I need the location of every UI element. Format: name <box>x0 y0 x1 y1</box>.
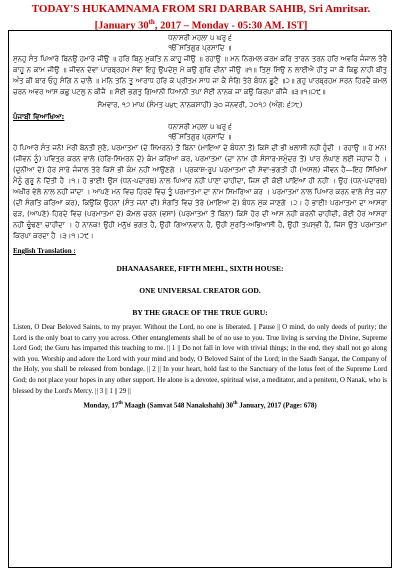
date-line-text: [January 30 <box>94 20 149 32</box>
english-creator: ONE UNIVERSAL CREATOR GOD. <box>139 286 261 295</box>
gurmukhi-mool-mantar: ੴ ਸਤਿਗੁਰ ਪ੍ਰਸਾਦਿ ॥ <box>168 44 232 52</box>
english-grace: BY THE GRACE OF THE TRUE GURU: <box>132 308 268 317</box>
page-header <box>0 3 402 33</box>
punjabi-mool-mantar: ੴ ਸਤਿਗੁਰ ਪ੍ਰਸਾਦਿ ॥ <box>168 133 232 141</box>
english-date-sup: th <box>118 401 123 407</box>
punjabi-explanation: ਹੇ ਪਿਆਰੇ ਸੰਤ ਜਨੋ! ਮੇਰੀ ਬੇਨਤੀ ਸੁਣੋ, ਪਰਮਾਤਮਾ (ਦੇ ਸਿਮਰਨ) ਤੋਂ ਬਿਨਾ (ਮਾਇਆ ਦੇ ਬੰਧਨਾਂ ਤੋਂ) ਕਿਸੇ ਦੀ ਭੀ ਖ਼ਲਾਸੀ ਨਹੀਂ ਹੁੰਦੀ । ਰਹਾਉ ॥ ਹੇ ਮਨ! (ਜੀਵਨ ਨੂੰ) ਪਵਿਤ੍ਰ ਕਰਨ ਵਾਲੇ (ਹਰਿ-ਸਿਮਰਨ ਦੇ) ਕੰਮ ਕਰਿਆ ਕਰ, ਪਰਮਾਤਮਾ (ਦਾ ਨਾਮ ਹੀ ਸੰਸਾਰ-ਸਮੁੰਦਰ ਤੋਂ) ਪਾਰ ਲੰਘਾਣ ਲਈ ਜਹਾਜ਼ ਹੈ । (ਦੁਨੀਆ ਦੇ) ਹੋਰ ਸਾਰੇ ਜੰਜਾਲ ਤੇਰੇ ਕਿਸੇ ਭੀ ਕੰਮ ਨਹੀਂ ਆਉਣਗੇ । ਪ੍ਰਕਾਸ਼-ਰੂਪ ਪਰਮਾਤਮਾ ਦੀ ਸੇਵਾ-ਭਗਤੀ ਹੀ (ਅਸਲ) ਜੀਵਨ ਹੈ—ਇਹ ਸਿੱਖਿਆ ਮੈਨੂੰ ਗੁਰੂ ਨੇ ਦਿੱਤੀ ਹੈ ।੧। ਹੇ ਭਾਈ! ਉਸ (ਧਨ-ਪਦਾਰਥ) ਨਾਲ ਪਿਆਰ ਨਹੀਂ ਪਾਣਾ ਚਾਹੀਦਾ, ਜਿਸ ਦੀ ਕੋਈ ਪਾਂਇਆਂ ਹੀ ਨਹੀਂ । ਉਹ (ਧਨ-ਪਦਾਰਥ) ਅਖ਼ੀਰ ਵੇਲੇ ਨਾਲ ਨਹੀਂ ਜਾਂਦਾ । ਆਪਣੇ ਮਨ ਵਿਚ ਹਿਰਦੇ ਵਿਚ ਤੂੰ ਪਰਮਾਤਮਾ ਦਾ ਨਾਮ ਸਿਮਰਿਆ ਕਰ । ਪਰਮਾਤਮਾ ਨਾਲ ਪਿਆਰ ਕਰਨ ਵਾਲੇ ਸੰਤ ਜਨਾਂ (ਦੀ ਸੰਗਤਿ ਕਰਿਆ ਕਰ), ਕਿਉਂਕਿ ਉਹਨਾਂ (ਸੰਤ ਜਨਾਂ ਦੀ) ਸੰਗਤਿ ਵਿਚ ਤੇਰੇ (ਮਾਇਆ ਦੇ) ਬੰਧਨ ਮੁੱਕ ਜਾਣਗੇ ।੨। ਹੇ ਭਾਈ! ਪਰਮਾਤਮਾ ਦਾ ਆਸਰਾ ਫੜ, (ਆਪਣੇ) ਹਿਰਦੇ ਵਿਚ (ਪਰਮਾਤਮਾ ਦੇ) ਕੋਮਲ ਚਰਨ (ਵਸਾ) (ਪਰਮਾਤਮਾ ਤੋਂ ਬਿਨਾ) ਕਿਸੇ ਹੋਰ ਦੀ ਆਸ ਨਹੀਂ ਕਰਨੀ ਚਾਹੀਦੀ, ਕੋਈ ਹੋਰ ਆਸਰਾ ਨਹੀਂ ਢੂੰਢਣਾ ਚਾਹੀਦਾ । ਹੇ ਨਾਨਕ! ਉਹੀ ਮਨੁੱਖ ਭਗਤ ਹੈ, ਉਹੀ ਗਿਆਨਵਾਨ ਹੈ, ਉਹੀ ਸੁਰਤਿ-ਅਭਿਆਸੀ ਹੈ, ਉਹੀ ਤਪਸ੍ਵੀ ਹੈ, ਜਿਸ ਉਤੇ ਪਰਮਾਤਮਾ ਕਿਰਪਾ ਕਰਦਾ ਹੈ ।੩।੧।੨੯। <box>13 144 387 240</box>
gurmukhi-raag: ਧਨਾਸਰੀ ਮਹਲਾ ੫ ਘਰੁ ੬ <box>168 34 232 42</box>
english-translation: Listen, O Dear Beloved Saints, to my prayer. Without the Lord, no one is liberated. || Pause || O mind, do only deeds of purity; the Lord is the only boat to carry you across. Other entanglements shall be of no use to you. True living is serving the Divine, Supreme Lord God; the Guru has imparted this teaching to me. || 1 || Do not fall in love with trivial things; in the end, they shall not go along with you. Worship and adore the Lord with your mind and body, O Beloved Saint of the Lord; in the Saadh Sangat, the Company of the Holy, you shall be released from bondage. || 2 || In your heart, hold fast to the Sanctuary of the lotus feet of the Supreme Lord God; do not place your hopes in any other support. He alone is a devotee, spiritual wise, a meditator, and a penitent, O Nanak, who is blessed by the Lord's Mercy. || 3 || 1 || 29 || <box>13 323 387 395</box>
english-raag: DHANAASAREE, FIFTH MEHL, SIXTH HOUSE: <box>116 264 284 273</box>
english-date-sup-2: th <box>233 401 238 407</box>
punjabi-raag: ਧਨਾਸਰੀ ਮਹਲਾ ੫ ਘਰੁ ੬ <box>168 123 232 131</box>
english-date-text: Monday, 17 <box>83 401 119 410</box>
english-heading: English Translation : <box>13 247 76 255</box>
page-title: TODAY'S HUKAMNAMA FROM SRI DARBAR SAHIB, Sri Amritsar. <box>31 3 371 15</box>
english-date-text-mid: Maagh (Samvat 548 Nanakshahi) 30 <box>122 401 234 410</box>
date-line-text-end: , 2017 – Monday - 05:30 AM. IST] <box>154 20 308 32</box>
content-frame <box>8 30 392 568</box>
date-line-sup: th <box>148 18 155 26</box>
gurmukhi-date: ਸੋਮਵਾਰ, ੧੭ ਮਾਘ (ਸੰਮਤ ੫੪੮ ਨਾਨਕਸ਼ਾਹੀ) ੩੦ ਜਨਵਰੀ, ੨੦੧੭ (ਅੰਗ: ੬੭੮) <box>97 101 303 109</box>
punjabi-heading: ਪੰਜਾਬੀ ਵਿਆਖਿਆ: <box>13 113 65 121</box>
english-date-text-end: January, 2017 (Page: 678) <box>237 401 317 410</box>
english-date <box>13 399 387 410</box>
gurmukhi-shabad: ਸੁਨਹੁ ਸੰਤ ਪਿਆਰੇ ਬਿਨਉ ਹਮਾਰੇ ਜੀਉ ॥ ਹਰਿ ਬਿਨੁ ਮੁਕਤਿ ਨ ਕਾਹੂ ਜੀਉ ॥ ਰਹਾਉ ॥ ਮਨ ਨਿਰਮਲ ਕਰਮ ਕਰਿ ਤਾਰਨ ਤਰਨ ਹਰਿ ਅਵਰਿ ਜੰਜਾਲ ਤੇਰੈ ਕਾਹੂ ਨ ਕਾਮ ਜੀਉ ॥ ਜੀਵਨ ਦੇਵਾ ਪਾਰਬ੍ਰਹਮ ਸੇਵਾ ਇਹੁ ਉਪਦੇਸੁ ਮੋ ਕਉ ਗੁਰਿ ਦੀਨਾ ਜੀਉ ॥੧॥ ਤਿਸੁ ਸਿਉ ਨ ਲਾਈਐ ਹੀਤੁ ਜਾ ਕੋ ਕਿਛੁ ਨਾਹੀ ਬੀਤੁ ਅੰਤ ਕੀ ਬਾਰ ਓਹੁ ਸੰਗਿ ਨ ਚਾਲੈ ॥ ਮਨਿ ਤਨਿ ਤੂ ਆਰਾਧ ਹਰਿ ਕੇ ਪ੍ਰੀਤਮ ਸਾਧ ਜਾ ਕੈ ਸੰਗਿ ਤੇਰੇ ਬੰਧਨ ਛੂਟੈ ॥੨॥ ਗਹੁ ਪਾਰਬ੍ਰਹਮ ਸਰਨ ਹਿਰਦੈ ਕਮਲ ਚਰਨ ਅਵਰ ਆਸ ਕਛੁ ਪਟਲੁ ਨ ਕੀਜੈ ॥ ਸੋਈ ਭਗਤੁ ਗਿਆਨੀ ਧਿਆਨੀ ਤਪਾ ਸੋਈ ਨਾਨਕ ਜਾ ਕਉ ਕਿਰਪਾ ਕੀਜੈ ॥੩॥੧॥੨੯॥ <box>13 55 387 96</box>
